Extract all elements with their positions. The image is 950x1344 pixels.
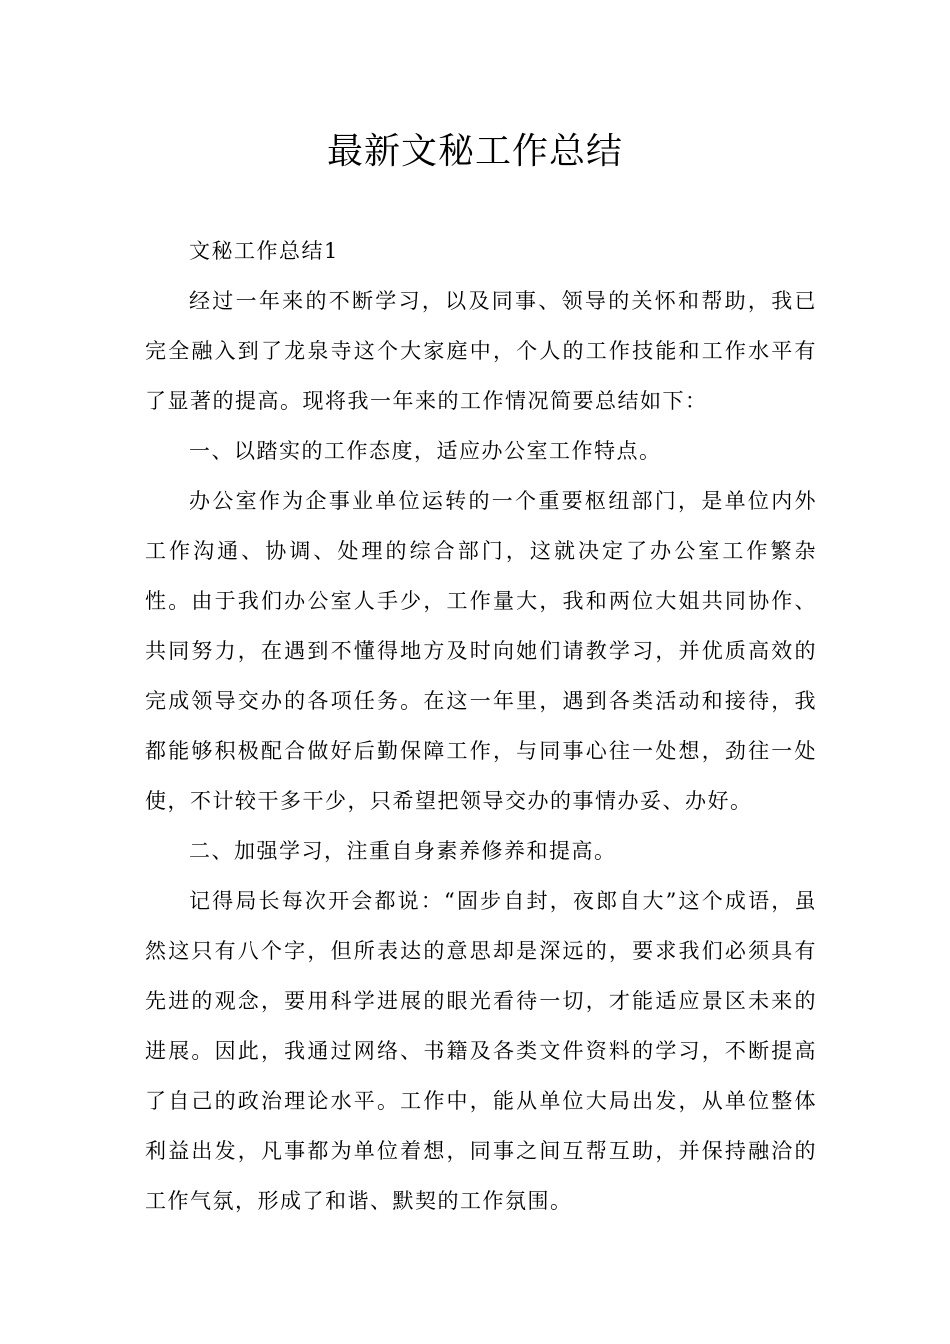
paragraph-learning: 记得局长每次开会都说：“固步自封，夜郎自大”这个成语，虽然这只有八个字，但所表达的意思却是深远的，要求我们必须具有先进的观念，要用科学进展的眼光看待一切，才能适应景区未来的进展。因此，我通过网络、书籍及各类文件资料的学习，不断提高了自己的政治理论水平。工作中，能从单位大局出发，从单位整体利益出发，凡事都为单位着想，同事之间互帮互助，并保持融洽的工作气氛，形成了和谐、默契的工作氛围。: [145, 889, 817, 1213]
paragraph-office-work: 办公室作为企事业单位运转的一个重要枢纽部门，是单位内外工作沟通、协调、处理的综合部门，这就决定了办公室工作繁杂性。由于我们办公室人手少，工作量大，我和两位大姐共同协作、共同努力，在遇到不懂得地方及时向她们请教学习，并优质高效的完成领导交办的各项任务。在这一年里，遇到各类活动和接待，我都能够积极配合做好后勤保障工作，与同事心往一处想，劲往一处使，不计较干多干少，只希望把领导交办的事情办妥、办好。: [145, 489, 817, 813]
heading-two: 二、加强学习，注重自身素养修养和提高。: [189, 839, 617, 863]
heading-one: 一、以踏实的工作态度，适应办公室工作特点。: [189, 439, 662, 463]
document-body: [145, 226, 817, 1226]
document-title: 最新文秘工作总结: [326, 131, 623, 172]
section-title: 文秘工作总结1: [189, 239, 339, 263]
paragraph-intro: 经过一年来的不断学习，以及同事、领导的关怀和帮助，我已完全融入到了龙泉寺这个大家庭中，个人的工作技能和工作水平有了显著的提高。现将我一年来的工作情况简要总结如下：: [145, 289, 817, 413]
